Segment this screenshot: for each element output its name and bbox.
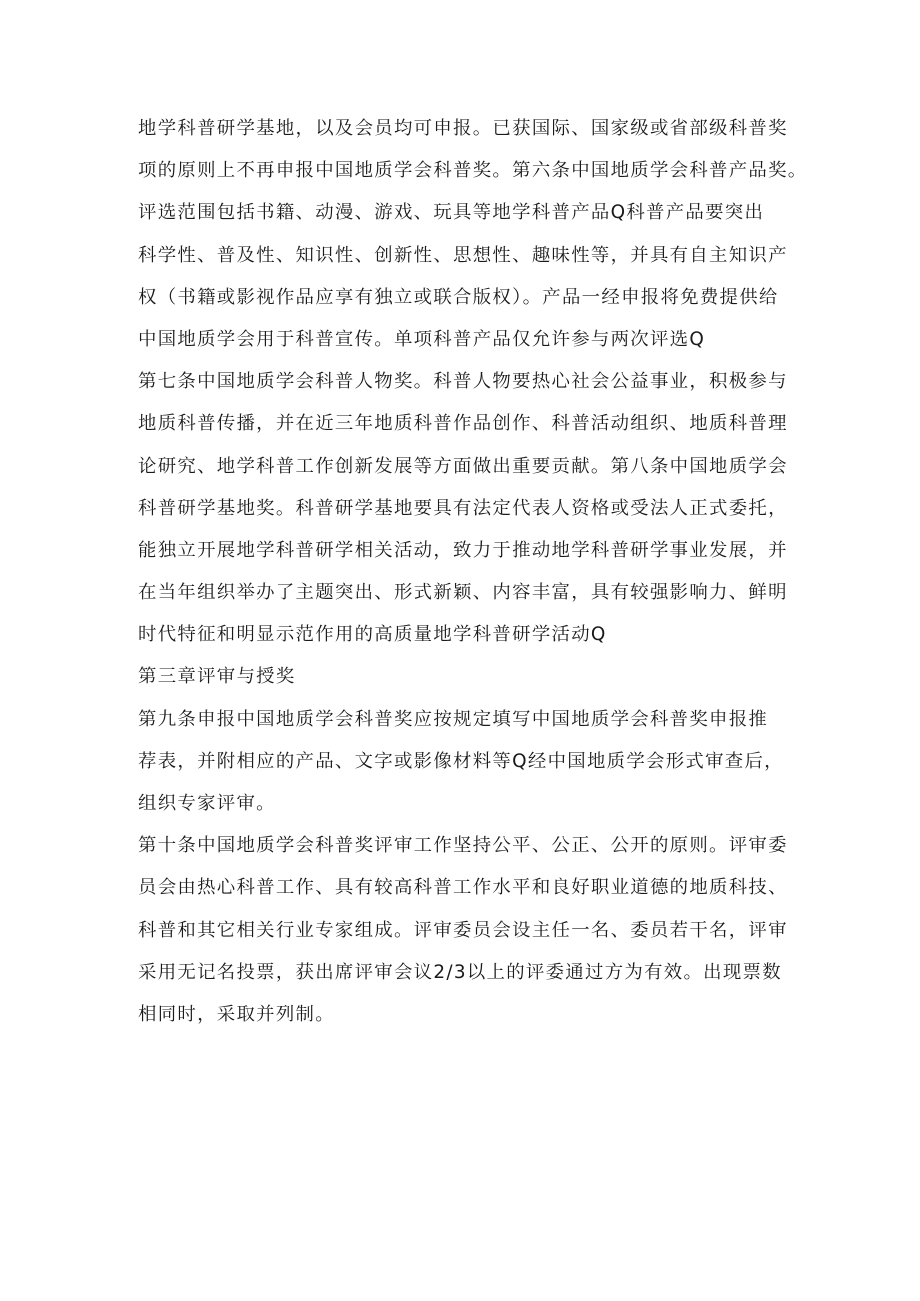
text-line: 组织专家评审。 (138, 793, 276, 814)
text-line: 第十条中国地质学会科普奖评审工作坚持公平、公正、公开的原则。评审委 (138, 835, 788, 857)
text-line: 员会由热心科普工作、具有较高科普工作水平和良好职业道德的地质科技、 (138, 877, 788, 899)
text-line: 第九条申报中国地质学会科普奖应按规定填写中国地质学会科普奖申报推 (138, 708, 769, 730)
text-line: 相同时，采取并列制。 (138, 1003, 335, 1025)
text-line: 地学科普研学基地，以及会员均可申报。已获国际、国家级或省部级科普奖 (138, 118, 788, 139)
text-line: 权（书籍或影视作品应享有独立或联合版权）。产品一经申报将免费提供给 (138, 286, 779, 308)
text-line: 能独立开展地学科普研学相关活动，致力于推动地学科普研学事业发展，并 (138, 539, 788, 561)
text-line: 评选范围包括书籍、动漫、游戏、玩具等地学科普产品Q科普产品要突出 (138, 202, 765, 224)
text-line: 科普研学基地奖。科普研学基地要具有法定代表人资格或受法人正式委托， (138, 497, 788, 519)
text-line: 第七条中国地质学会科普人物奖。科普人物要热心社会公益事业，积极参与 (138, 371, 788, 393)
text-line: 论研究、地学科普工作创新发展等方面做出重要贡献。第八条中国地质学会 (138, 455, 788, 477)
text-line: 荐表，并附相应的产品、文字或影像材料等Q经中国地质学会形式审查后， (138, 750, 784, 772)
text-line: 采用无记名投票，获出席评审会议2/3以上的评委通过方为有效。出现票数 (138, 961, 782, 983)
text-line: 科学性、普及性、知识性、创新性、思想性、趣味性等，并具有自主知识产 (138, 244, 788, 266)
chapter-heading: 第三章评审与授奖 (138, 666, 296, 688)
text-line: 时代特征和明显示范作用的高质量地学科普研学活动Q (138, 624, 607, 646)
text-line: 在当年组织举办了主题突出、形式新颖、内容丰富，具有较强影响力、鲜明 (138, 582, 788, 604)
text-line: 科普和其它相关行业专家组成。评审委员会设主任一名、委员若干名，评审 (138, 919, 788, 941)
text-line: 地质科普传播，并在近三年地质科普作品创作、科普活动组织、地质科普理 (138, 413, 788, 435)
document-body (138, 108, 818, 1036)
text-line: 中国地质学会用于科普宣传。单项科普产品仅允许参与两次评选Q (138, 328, 706, 350)
text-line: 项的原则上不再申报中国地质学会科普奖。第六条中国地质学会科普产品奖。 (138, 160, 808, 182)
